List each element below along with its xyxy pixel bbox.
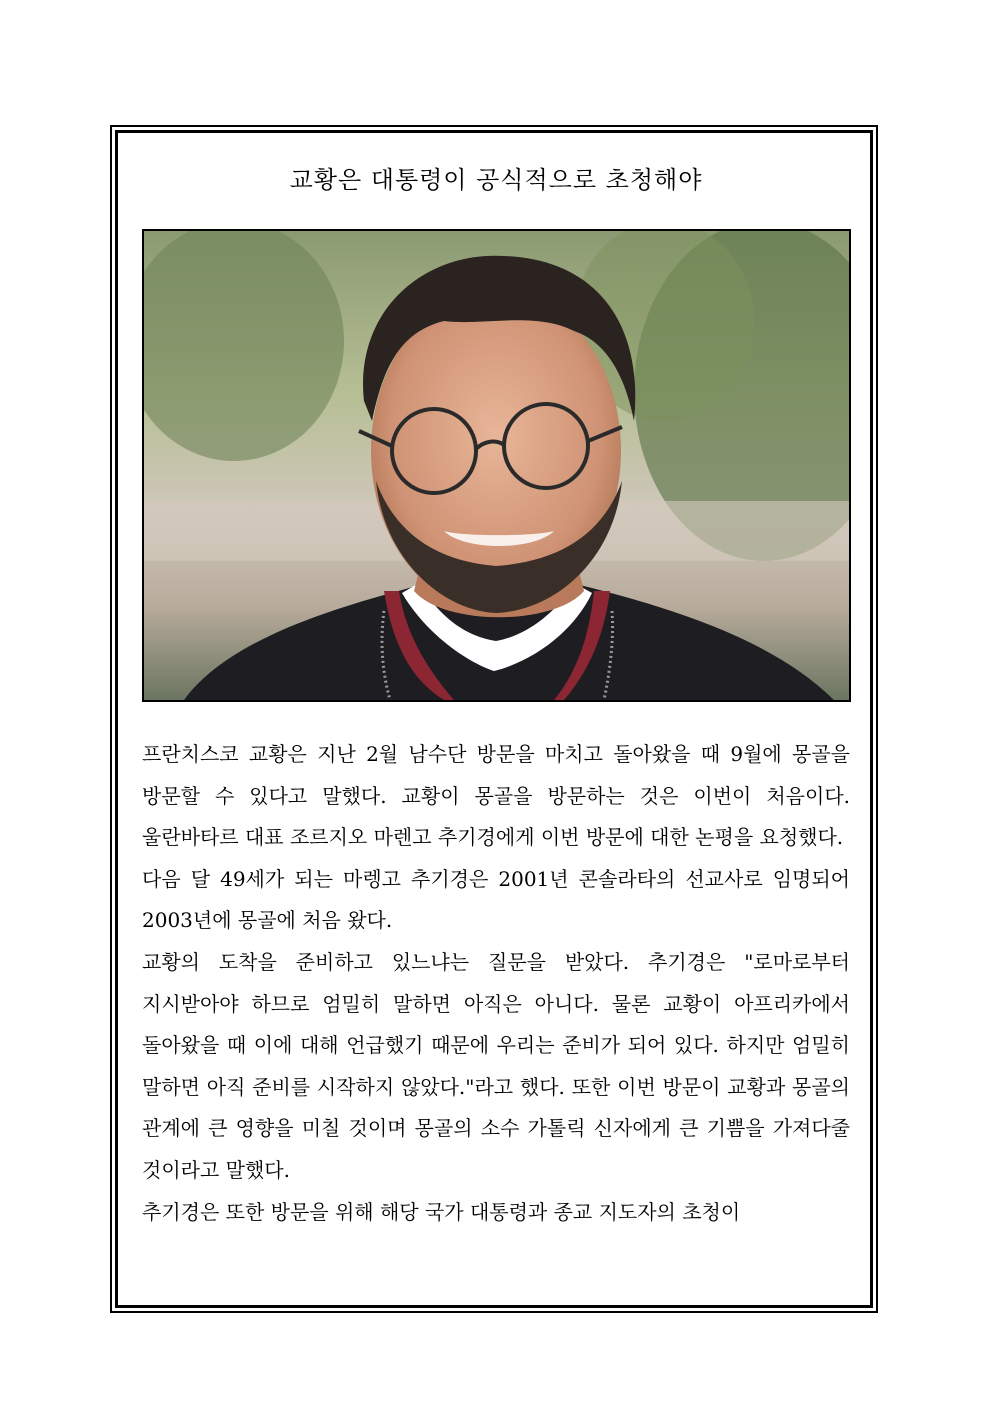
article-paragraph: 추기경은 또한 방문을 위해 해당 국가 대통령과 종교 지도자의 초청이	[142, 1199, 741, 1224]
article-paragraph: 교황의 도착을 준비하고 있느냐는 질문을 받았다. 추기경은 "로마로부터 지시받아야 하므로 엄밀히 말하면 아직은 아니다. 물론 교황이 아프리카에서 돌아왔을 때 이에 대해 언급했기 때문에 우리는 준비가 되어 있다. 하지만 엄밀히 말하면 아직 준비를 시작하지 않았다."라고 했다. 또한 이번 방문이 교황과 몽골의 관계에 큰 영향을 미칠 것이며 몽골의 소수 가톨릭 신자에게 큰 기쁨을 가져다줄 것이라고 말했다.	[142, 949, 850, 1182]
article-title: 교황은 대통령이 공식적으로 초청해야	[289, 166, 703, 194]
article-paragraph: 다음 달 49세가 되는 마렝고 추기경은 2001년 콘솔라타의 선교사로 임명되어 2003년에 몽골에 처음 왔다.	[142, 866, 850, 933]
cardinal-portrait-photo	[142, 229, 851, 702]
article-paragraph: 프란치스코 교황은 지난 2월 남수단 방문을 마치고 돌아왔을 때 9월에 몽골을 방문할 수 있다고 말했다. 교황이 몽골을 방문하는 것은 이번이 처음이다. 울란바타르 대표 조르지오 마렌고 추기경에게 이번 방문에 대한 논평을 요청했다.	[142, 742, 850, 850]
article-body	[142, 734, 850, 1233]
